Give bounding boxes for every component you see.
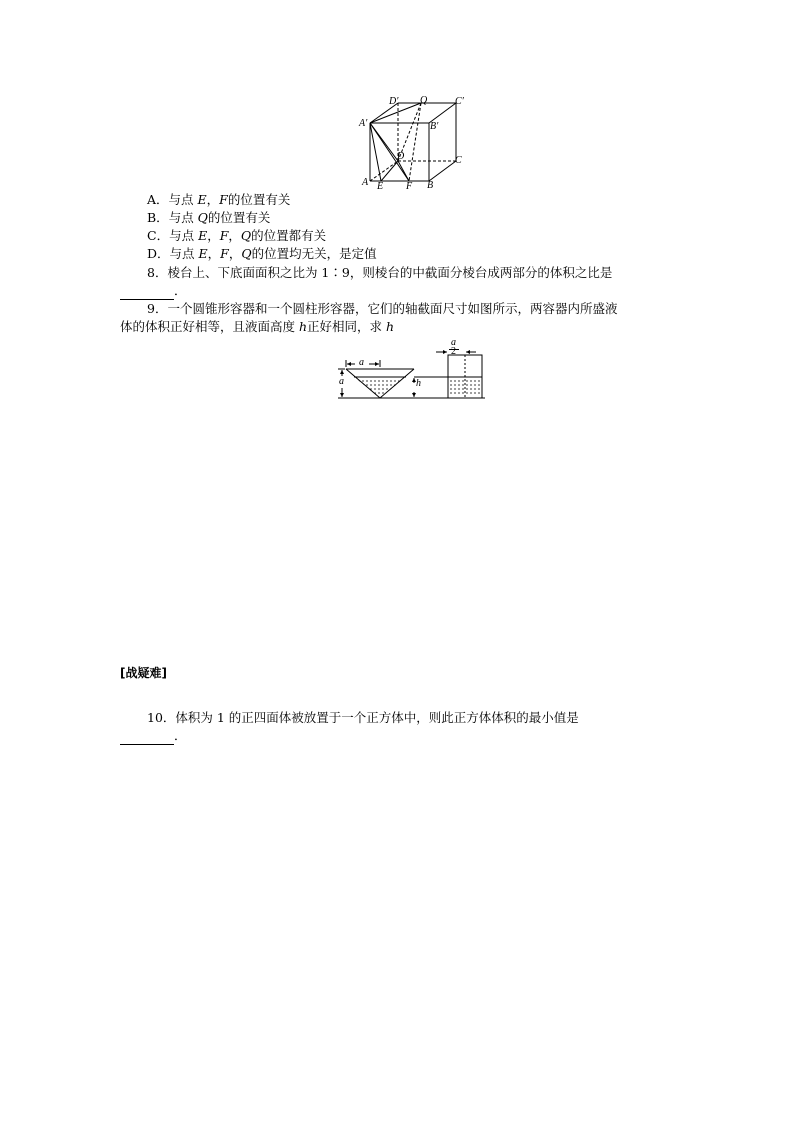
var-e: E — [197, 192, 207, 207]
cube-figure — [355, 93, 470, 193]
label-frac-num: a — [451, 337, 456, 348]
question-9-line2 — [120, 318, 394, 336]
edge-q-f-hidden — [409, 103, 421, 181]
option-c: C．与点 E，F，Q的位置都有关 — [147, 228, 327, 243]
label-e: E — [377, 181, 384, 192]
label-d: D — [397, 151, 405, 162]
arrowhead — [443, 350, 447, 354]
question-9-line1 — [147, 300, 617, 318]
var-q: Q — [241, 246, 252, 261]
container-figure — [335, 338, 490, 400]
arrowhead — [412, 393, 416, 397]
label-a-top: a — [359, 357, 364, 368]
edge-a1-d — [370, 123, 398, 161]
var-e: E — [198, 228, 208, 243]
question-10 — [147, 709, 579, 727]
arrowhead — [340, 393, 344, 397]
option-a-pre: 与点 — [168, 192, 198, 207]
q8-answer-blank[interactable] — [120, 287, 174, 300]
q9-line2-pre: 体的体积正好相等，且液面高度 — [120, 319, 299, 334]
label-b1: B′ — [430, 121, 439, 132]
arrowhead — [375, 362, 379, 366]
q9-line2-mid: 正好相同，求 — [307, 319, 387, 334]
var-h: h — [298, 319, 308, 334]
option-d-pre: 与点 — [169, 246, 199, 261]
q8-end: ． — [174, 283, 187, 298]
option-c-letter: C． — [147, 228, 170, 243]
arrowhead — [340, 370, 344, 374]
label-h: h — [416, 378, 421, 389]
var-q: Q — [240, 228, 252, 243]
edge-b-c — [429, 161, 456, 181]
label-frac-den: 2 — [451, 346, 456, 357]
option-b-post: 的位置有关 — [207, 210, 271, 225]
var-q: Q — [197, 210, 208, 225]
option-c-post: 的位置都有关 — [251, 228, 327, 243]
option-d-post: 的位置均无关，是定值 — [251, 246, 377, 261]
var-h-end: h — [386, 319, 395, 334]
question-8 — [147, 264, 612, 282]
label-c1: C′ — [455, 96, 464, 107]
q10-answer-blank[interactable] — [120, 732, 174, 745]
var-f: F — [219, 192, 228, 207]
option-b-letter: B． — [147, 210, 169, 225]
option-b — [147, 209, 270, 227]
q9-number: 9． — [147, 301, 168, 316]
q8-number: 8． — [147, 265, 168, 280]
q10-text: 体积为 1 的正四面体被放置于一个正方体中，则此正方体体积的最小值是 — [175, 710, 579, 725]
arrowhead — [466, 350, 470, 354]
label-f: F — [406, 181, 413, 192]
var-f: F — [219, 228, 229, 243]
edge-b1-c1 — [429, 103, 456, 123]
edge-f-d — [398, 161, 409, 181]
option-d-letter: D． — [147, 246, 170, 261]
q10-end: ． — [174, 728, 187, 743]
option-a: A．与点 E，F的位置有关 — [147, 192, 291, 207]
cone-outline — [346, 369, 414, 398]
label-q: Q — [420, 95, 428, 106]
q9-line1: 一个圆锥形容器和一个圆柱形容器，它们的轴截面尺寸如图所示，两容器内所盛液 — [167, 301, 618, 316]
option-c-pre: 与点 — [169, 228, 199, 243]
question-8-answer-line — [120, 282, 187, 300]
label-a1: A′ — [359, 118, 368, 129]
label-a: A — [362, 177, 369, 188]
question-10-answer-line — [120, 727, 187, 745]
option-a-post: 的位置有关 — [227, 192, 291, 207]
section-title: [战疑难] — [120, 666, 167, 680]
q8-text: 棱台上、下底面面积之比为 1∶9，则棱台的中截面分棱台成两部分的体积之比是 — [167, 265, 613, 280]
label-b: B — [427, 180, 434, 191]
option-a-letter: A． — [147, 192, 169, 207]
arrowhead — [347, 362, 351, 366]
option-b-pre: 与点 — [168, 210, 198, 225]
var-f: F — [220, 246, 229, 261]
label-a-left: a — [339, 376, 344, 387]
option-d: D．与点 E，F，Q的位置均无关，是定值 — [147, 246, 377, 261]
var-e: E — [198, 246, 208, 261]
label-c: C — [455, 155, 462, 166]
q10-number: 10． — [147, 710, 176, 725]
label-d1: D′ — [389, 96, 399, 107]
